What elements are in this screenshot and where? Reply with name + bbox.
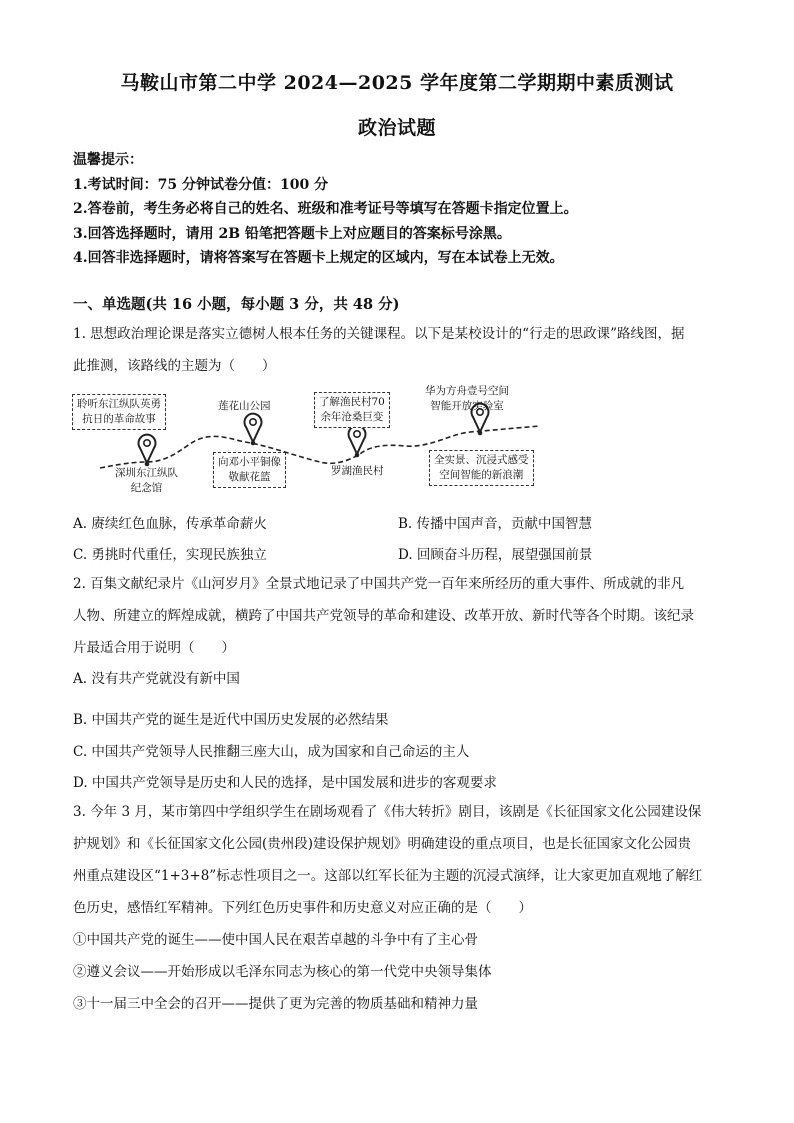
tip-item: 4.回答非选择题时，请将答案写在答题卡上规定的区域内，写在本试卷上无效。 — [73, 250, 564, 266]
box-line: 聆听东江纵队英勇 — [77, 398, 161, 410]
label-line: 华为方舟壹号空间 — [425, 385, 509, 397]
stop-box-fishing-village — [314, 392, 390, 428]
tip-item: 3.回答选择题时，请用 2B 铅笔把答题卡上对应题目的答案标号涂黑。 — [73, 225, 511, 242]
route-map — [70, 384, 570, 494]
option-c: C. 勇挑时代重任，实现民族独立 — [73, 547, 267, 563]
option-b: B. 传播中国声音，贡献中国智慧 — [398, 516, 593, 532]
option-c: C. 中国共产党领导人民推翻三座大山，成为国家和自己命运的主人 — [73, 744, 470, 760]
question-line: 州重点建设区“1+3+8”标志性项目之一。这部以红军长征为主题的沉浸式演绎，让大家更加直观地了解红 — [73, 868, 703, 884]
stop-label-luohu: 罗湖渔民村 — [331, 465, 384, 477]
stop-label-lianhuashan: 莲花山公园 — [218, 400, 271, 412]
statement-item: ①中国共产党的诞生——使中国人民在艰苦卓越的斗争中有了主心骨 — [73, 932, 478, 948]
question-line: 此推测，该路线的主题为（ ） — [73, 358, 276, 374]
question-line: 3. 今年 3 月，某市第四中学组织学生在剧场观看了《伟大转折》剧目，该剧是《长征国家文化公园建设保 — [73, 804, 702, 820]
box-line: 敬献花篮 — [228, 471, 271, 483]
question-line: 护规划》和《长征国家文化公园(贵州段)建设保护规划》明确建设的重点项目，也是长征国家文化公园贵 — [73, 836, 692, 852]
label-line: 深圳东江纵队 — [115, 467, 178, 479]
option-a: A. 赓续红色血脉，传承革命薪火 — [73, 516, 267, 532]
tips-block — [73, 148, 578, 271]
statement-item: ③十一届三中全会的召开——提供了更为完善的物质基础和精神力量 — [73, 996, 478, 1012]
box-line: 空间智能的新浪潮 — [439, 469, 524, 481]
tip-item: 2.答卷前，考生务必将自己的姓名、班级和准考证号等填写在答题卡指定位置上。 — [73, 201, 578, 217]
stop-label-huawei — [425, 384, 509, 414]
box-line: 全实景、沉浸式感受 — [434, 454, 529, 466]
question-line: 色历史，感悟红军精神。下列红色历史事件和历史意义对应正确的是（ ） — [73, 900, 532, 916]
exam-subtitle: 政治试题 — [357, 117, 436, 139]
question-line: 人物、所建立的辉煌成就，横跨了中国共产党领导的革命和建设、改革开放、新时代等各个时期。该纪录 — [73, 608, 694, 624]
stop-box-spatial-intelligence — [429, 450, 534, 486]
option-a: A. 没有共产党就没有新中国 — [73, 671, 240, 687]
stop-box-deng-statue — [213, 452, 286, 488]
section-heading: 一、单选题(共 16 小题，每小题 3 分，共 48 分) — [73, 296, 400, 313]
exam-title: 马鞍山市第二中学 2024—2025 学年度第二学期期中素质测试 — [120, 72, 674, 94]
question-1-stem — [73, 318, 723, 382]
option-d: D. 回顾奋斗历程，展望强国前景 — [398, 547, 593, 563]
box-line: 抗日的革命故事 — [82, 413, 156, 425]
box-line: 余年沧桑巨变 — [320, 411, 384, 423]
statement-item: ②遵义会议——开始形成以毛泽东同志为核心的第一代党中央领导集体 — [73, 964, 492, 980]
question-line: 2. 百集文献纪录片《山河岁月》全景式地记录了中国共产党一百年来所经历的重大事件、所成就的非凡 — [73, 576, 685, 592]
label-line: 智能开放实验室 — [430, 400, 504, 412]
question-line: 片最适合用于说明（ ） — [73, 640, 235, 656]
label-line: 纪念馆 — [130, 482, 163, 494]
option-b: B. 中国共产党的诞生是近代中国历史发展的必然结果 — [73, 712, 389, 728]
box-line: 向邓小平铜像 — [218, 456, 281, 468]
stop-label-memorial-hall — [115, 466, 178, 496]
tip-item: 1.考试时间：75 分钟试卷分值：100 分 — [73, 176, 329, 193]
location-pin-icon — [244, 414, 261, 446]
question-2-stem — [73, 568, 723, 664]
question-3-stem — [73, 796, 723, 1020]
stop-box-east-river-column — [72, 394, 166, 430]
box-line: 了解渔民村70 — [319, 396, 385, 408]
tips-heading: 温馨提示： — [73, 152, 143, 168]
question-line: 1. 思想政治理论课是落实立德树人根本任务的关键课程。以下是某校设计的“行走的思政课”路线图，据 — [73, 326, 685, 342]
option-d: D. 中国共产党领导是历史和人民的选择，是中国发展和进步的客观要求 — [73, 775, 497, 791]
